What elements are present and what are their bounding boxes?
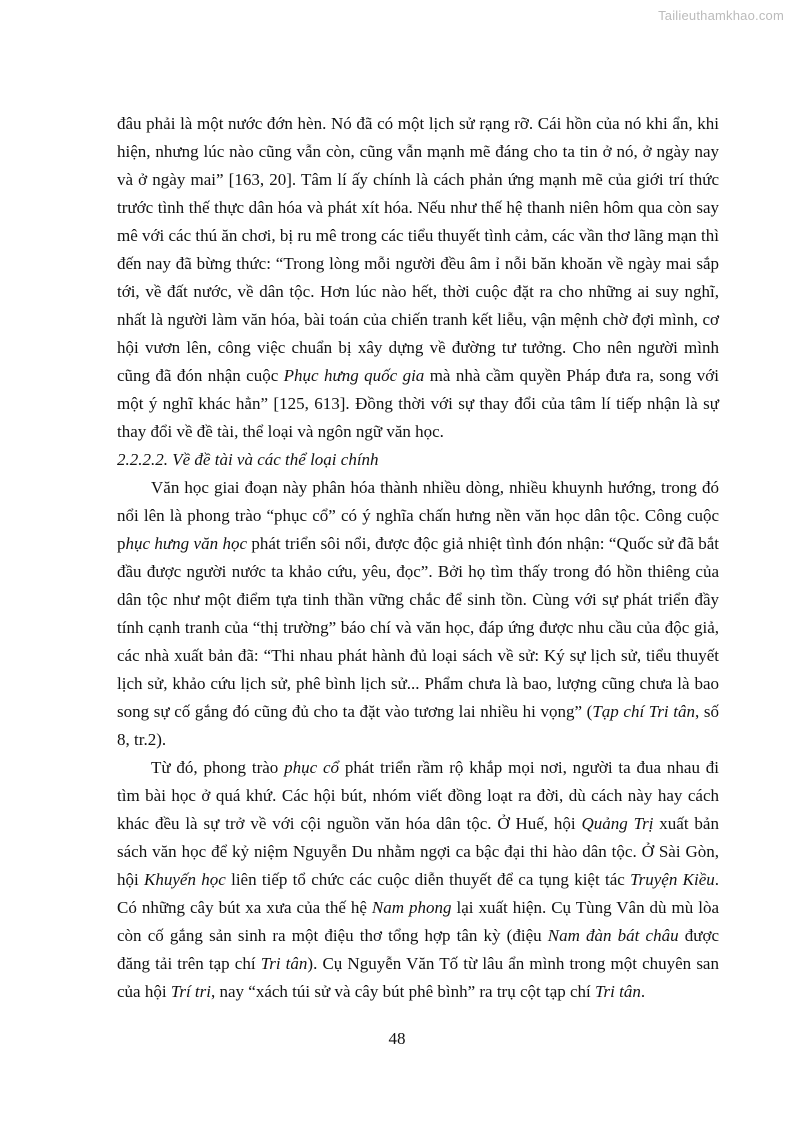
italic-run: Tri tân [260, 954, 308, 973]
italic-run: Khuyến học [144, 870, 226, 889]
text-run: mà nhà cầm quyền Pháp đưa ra, song với một ý nghĩ khác hẳn” [125, 613]. Đồng thời với sự thay đổi của tâm lí tiếp nhận là sự thay đổi về đề tài, thể loại và ngôn ngữ văn học. [117, 366, 720, 441]
italic-run: Phục hưng quốc gia [283, 366, 425, 385]
text-run: phát triển sôi nổi, được độc giả nhiệt tình đón nhận: “Quốc sử đã bắt đầu được người nước ta khảo cứu, yêu, đọc”. Bởi họ tìm thấy trong đó hồn thiêng của dân tộc như một điểm tựa tinh thần vững chắc để sinh tồn. Cùng với sự phát triển đầy tính cạnh tranh của “thị trường” báo chí và văn học, đáp ứng được nhu cầu của độc giả, các nhà xuất bản đã: “Thi nhau phát hành đủ loại sách về sử: Ký sự lịch sử, tiểu thuyết lịch sử, khảo cứu lịch sử, phê bình lịch sử... Phẩm chưa là bao, lượng cũng chưa là bao song sự cố gắng đó cũng đủ cho ta đặt vào tương lai nhiều hi vọng” ( [117, 534, 719, 721]
italic-run: Trí tri [170, 982, 211, 1001]
text-run: lại xuất hiện. Cụ Tùng Vân dù mù lòa còn cố gắng sản sinh ra một điệu thơ tổng hợp tân kỳ (điệu [117, 898, 720, 945]
text-run: , nay “xách túi sử và cây bút phê bình” ra trụ cột tạp chí [211, 982, 596, 1001]
text-run: liên tiếp tổ chức các cuộc diễn thuyết để ca tụng kiệt tác [225, 870, 631, 889]
text-run: được đăng tải trên tạp chí [117, 926, 720, 973]
text-run: . [640, 982, 646, 1001]
page-number: 48 [388, 1029, 406, 1048]
text-run: Văn học giai đoạn này phân hóa thành nhiều dòng, nhiều khuynh hướng, trong đó nổi lên là phong trào “phục cổ” có ý nghĩa chấn hưng nền văn học dân tộc. Công cuộc p [117, 478, 719, 553]
text-run: đâu phải là một nước đớn hèn. Nó đã có một lịch sử rạng rỡ. Cái hồn của nó khi ẩn, khi hiện, nhưng lúc nào cũng vẫn còn, cũng vẫn mạnh mẽ đáng cho ta tin ở nó, ở ngày nay và ở ngày mai” [163, 20]. Tâm lí ấy chính là cách phản ứng mạnh mẽ của giới trí thức trước tình thế thực dân hóa và phát xít hóa. Nếu như thế hệ thanh niên hôm qua còn say mê với các thú ăn chơi, bị ru mê trong các tiểu thuyết tình cảm, các vần thơ lãng mạn thì đến nay đã bừng thức: “Trong lòng mỗi người đều âm ỉ nỗi băn khoăn về ngày mai sắp tới, về đất nước, về dân tộc. Hơn lúc nào hết, thời cuộc đặt ra cho những ai suy nghĩ, nhất là người làm văn hóa, bài toán của chiến tranh kết liễu, vận mệnh chờ đợi mình, cơ hội vươn lên, công việc chuẩn bị xây dựng về đường tư tưởng. Cho nên người mình cũng đã đón nhận cuộc [117, 114, 719, 385]
italic-run: Truyện Kiều [630, 870, 715, 889]
italic-run: Quảng Trị [581, 814, 654, 833]
italic-run: hục hưng văn học [125, 534, 248, 553]
paragraph-1 [117, 110, 719, 446]
watermark: Tailieuthamkhao.com [658, 8, 784, 23]
italic-run: Tạp chí Tri tân [592, 702, 696, 721]
italic-run: phục cổ [284, 758, 340, 777]
section-heading: 2.2.2.2. Về đề tài và các thể loại chính [117, 450, 379, 469]
text-run: ). Cụ Nguyễn Văn Tố từ lâu ẩn mình trong một chuyên san của hội [117, 954, 719, 1001]
italic-run: Nam phong [371, 898, 452, 917]
paragraph-3 [117, 754, 719, 1006]
italic-run: Nam đàn bát châu [547, 926, 679, 945]
paragraph-2 [117, 474, 719, 754]
document-body [117, 110, 719, 1006]
text-run: phát triển rầm rộ khắp mọi nơi, người ta đua nhau đi tìm bài học ở quá khứ. Các hội bút, nhóm viết đồng loạt ra đời, dù cách này hay cách khác đều là sự trở về với cội nguồn văn hóa dân tộc. Ở Huế, hội [117, 758, 720, 833]
text-run: . Có những cây bút xa xưa của thế hệ [117, 870, 719, 917]
italic-run: Tri tân [595, 982, 641, 1001]
text-run: Từ đó, phong trào [151, 758, 285, 777]
text-run: , số 8, tr.2). [117, 702, 720, 749]
text-run: xuất bản sách văn học để kỷ niệm Nguyễn Du nhằm ngợi ca bậc đại thi hào dân tộc. Ở Sài Gòn, hội [117, 814, 719, 889]
